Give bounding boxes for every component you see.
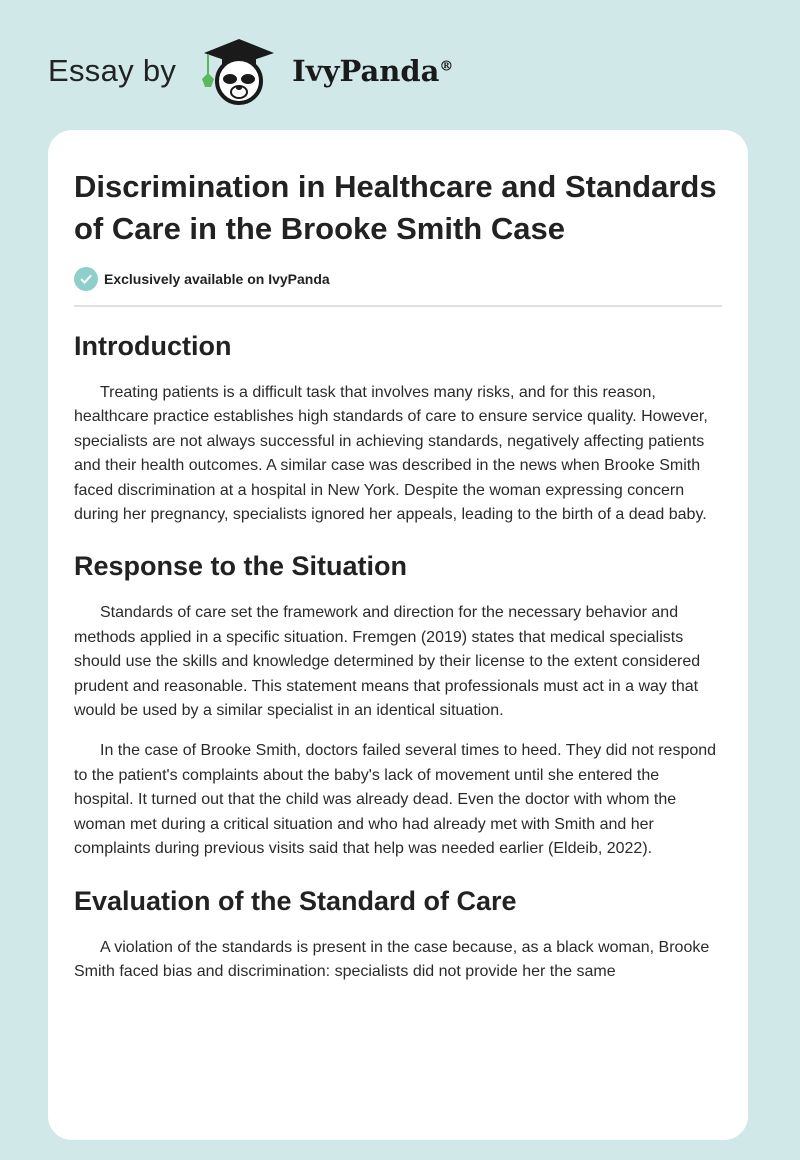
paragraph: Standards of care set the framework and direction for the necessary behavior and methods applied in a specific situation. Fremgen (2019) states that medical specialists should use the skills and knowledge determined by their license to the extent considered prudent and reasonable. This statement means that professionals must act in a way that would be used by a similar specialist in an identical situation.: [74, 604, 701, 720]
essay-title: Discrimination in Healthcare and Standards of Care in the Brooke Smith Case: [74, 169, 717, 246]
essay-card: [48, 130, 748, 1140]
panda-logo-icon[interactable]: [194, 35, 284, 107]
registered-mark: ®: [439, 58, 454, 75]
badge-text: Exclusively available on IvyPanda: [104, 271, 330, 287]
paragraph: Treating patients is a difficult task that involves many risks, and for this reason, healthcare practice establishes high standards of care to ensure service quality. However, specialists are not always successful in achieving standards, negatively affecting patients and their health outcomes. A similar case was described in the news when Brooke Smith faced discrimination at a hospital in New York. Despite the woman expressing concern during her pregnancy, specialists ignored her appeals, leading to the birth of a dead baby.: [74, 384, 708, 524]
brand-name[interactable]: [292, 54, 453, 88]
section-heading: Response to the Situation: [74, 551, 408, 582]
section-heading: Evaluation of the Standard of Care: [74, 885, 517, 916]
brand-text: IvyPanda: [292, 54, 440, 88]
essay-by-label: Essay by: [48, 53, 177, 88]
divider: [74, 305, 722, 307]
paragraph: A violation of the standards is present in the case because, as a black woman, Brooke Smith faced bias and discrimination: specialists did not provide her the same: [74, 938, 710, 980]
section-heading: Introduction: [74, 331, 232, 361]
exclusive-badge: [74, 267, 722, 291]
check-icon: [74, 267, 98, 291]
site-header: [48, 36, 453, 106]
paragraph: In the case of Brooke Smith, doctors failed several times to heed. They did not respond to the patient's complaints about the baby's lack of movement until she entered the hospital. It turned out that the child was already dead. Even the doctor with whom the woman met during a critical situation and who had already met with Smith and her complaints during previous visits said that help was needed earlier (Eldeib, 2022).: [74, 742, 717, 858]
